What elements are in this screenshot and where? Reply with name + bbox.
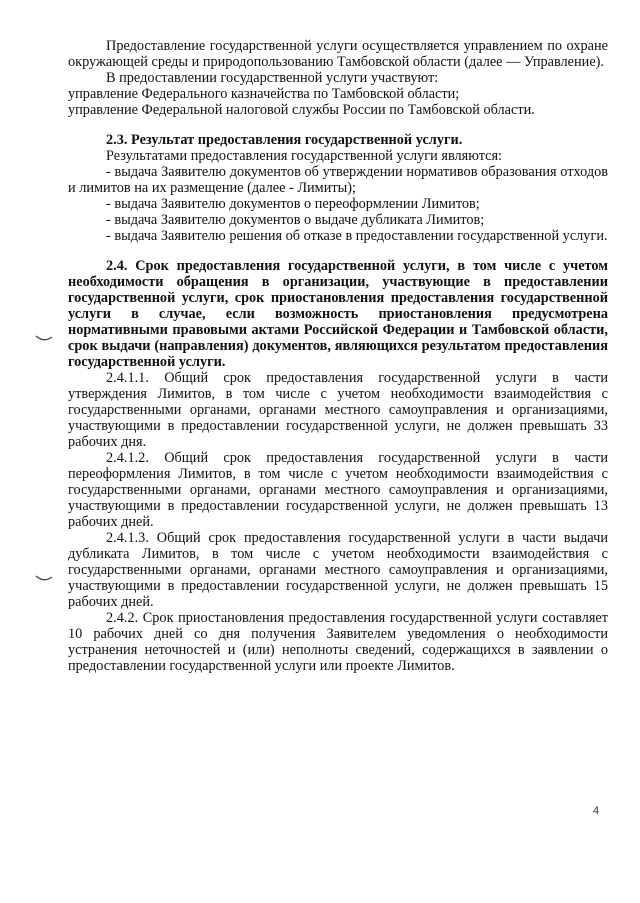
paragraph-participant-tax: управление Федеральной налоговой службы России по Тамбовской области. — [68, 102, 535, 118]
paragraph-results-intro: Результатами предоставления государственной услуги являются: — [106, 148, 503, 164]
section-heading-2-4: 2.4. Срок предоставления государственной услуги, в том числе с учетом необходимости обращения в организации, участвующие в предоставлении государственной услуги, срок приостановления предоставления государственной услуги в случае, если возможность приостановления предусмотрена нормативными правовыми актами Российской Федерации и Тамбовской области, срок выдачи (направления) документов, являющихся результатом предоставления государственной услуги. — [68, 258, 608, 370]
paragraph-2-4-1-2: 2.4.1.2. Общий срок предоставления государственной услуги в части переоформления Лимитов, в том числе с учетом необходимости взаимодействия с государственными органами, органами местного самоуправления и организациями, участвующими в предоставлении государственной услуги, не должен превышать 13 рабочих дней. — [68, 450, 608, 530]
paragraph-2-4-1-3: 2.4.1.3. Общий срок предоставления государственной услуги в части выдачи дубликата Лимитов, в том числе с учетом необходимости взаимодействия с государственными органами, органами местного самоуправления и организациями, участвующими в предоставлении государственной услуги, не должен превышать 15 рабочих дней. — [68, 530, 608, 610]
list-item-result-approval: - выдача Заявителю документов об утверждении нормативов образования отходов и лимитов на их размещение (далее - Лимиты); — [68, 164, 608, 196]
page-number: 4 — [593, 805, 600, 817]
paragraph-2-4-2: 2.4.2. Срок приостановления предоставления государственной услуги составляет 10 рабочих дней со дня получения Заявителем уведомления о необходимости устранения неточностей и (или) неполноты сведений, содержащихся в заявлении о предоставлении государственной услуги или проекте Лимитов. — [68, 610, 608, 674]
paragraph-participant-treasury: управление Федерального казначейства по Тамбовской области; — [68, 86, 460, 102]
list-item-result-refusal: - выдача Заявителю решения об отказе в предоставлении государственной услуги. — [106, 228, 608, 244]
list-item-result-duplicate: - выдача Заявителю документов о выдаче дубликата Лимитов; — [106, 212, 485, 228]
paragraph-participants-intro: В предоставлении государственной услуги участвуют: — [106, 70, 439, 86]
margin-binding-mark — [34, 573, 54, 583]
document-body — [68, 38, 608, 674]
paragraph-2-4-1-1: 2.4.1.1. Общий срок предоставления государственной услуги в части утверждения Лимитов, в том числе с учетом необходимости взаимодействия с государственными органами, органами местного самоуправления и организациями, участвующими в предоставлении государственной услуги, не должен превышать 33 рабочих дня. — [68, 370, 608, 450]
list-item-result-reissue: - выдача Заявителю документов о переоформлении Лимитов; — [106, 196, 480, 212]
paragraph-provider: Предоставление государственной услуги осуществляется управлением по охране окружающей среды и природопользованию Тамбовской области (далее — Управление). — [68, 38, 608, 70]
section-heading-2-3: 2.3. Результат предоставления государственной услуги. — [106, 132, 463, 148]
margin-binding-mark — [34, 333, 54, 343]
